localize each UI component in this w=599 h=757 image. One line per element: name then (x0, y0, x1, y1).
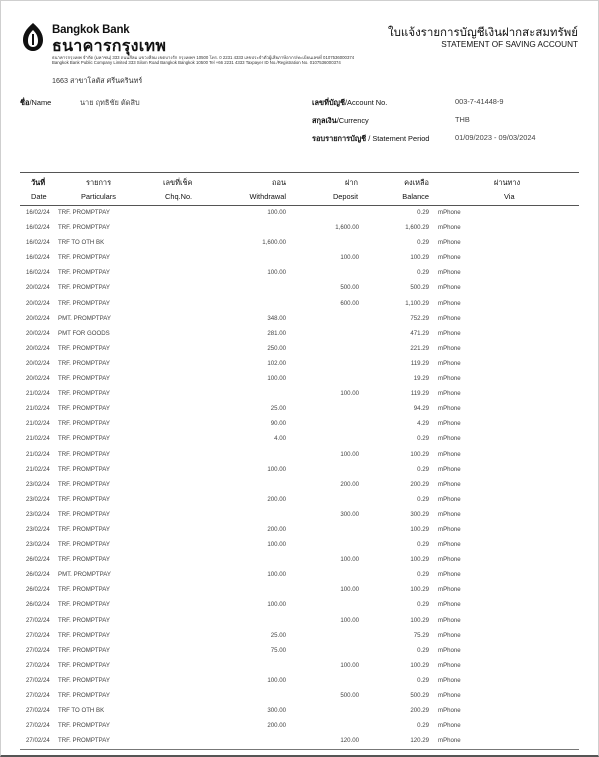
row-deposit: 100.00 (340, 586, 359, 594)
row-via: mPhone (438, 254, 461, 262)
table-row (0, 432, 599, 447)
row-date: 16/02/24 (26, 269, 50, 277)
row-balance: 0.29 (417, 601, 429, 609)
header-deposit-th: ฝาก (345, 178, 358, 187)
row-date: 16/02/24 (26, 209, 50, 216)
header-particulars-th: รายการ (86, 178, 112, 187)
row-date: 27/02/24 (26, 722, 50, 730)
row-balance: 100.29 (410, 556, 429, 564)
header-deposit-en: Deposit (332, 192, 358, 201)
table-row (0, 674, 599, 689)
row-withdrawal: 100.00 (267, 676, 286, 684)
row-via: mPhone (438, 420, 461, 428)
row-deposit: 120.00 (340, 737, 359, 745)
table-row (0, 538, 599, 553)
row-via: mPhone (438, 390, 461, 398)
row-date: 23/02/24 (26, 510, 50, 518)
row-withdrawal: 300.00 (267, 707, 286, 715)
header-date-en: Date (31, 192, 47, 201)
table-row (0, 342, 599, 357)
row-withdrawal: 100.00 (267, 571, 286, 579)
row-balance: 100.29 (410, 586, 429, 594)
row-particulars: TRF. PROMPTPAY (58, 465, 110, 473)
row-balance: 221.29 (410, 344, 429, 352)
table-row (0, 689, 599, 704)
row-particulars: TRF. PROMPTPAY (58, 269, 110, 277)
currency-label: สกุลเงิน/Currency (312, 116, 369, 125)
row-via: mPhone (438, 510, 461, 518)
row-via: mPhone (438, 314, 461, 322)
row-particulars: TRF. PROMPTPAY (58, 661, 110, 669)
row-particulars: TRF. PROMPTPAY (58, 616, 110, 624)
table-row (0, 583, 599, 598)
table-row (0, 236, 599, 251)
row-via: mPhone (438, 405, 461, 413)
table-row (0, 629, 599, 644)
row-withdrawal: 200.00 (267, 525, 286, 533)
table-row (0, 478, 599, 493)
row-via: mPhone (438, 239, 461, 247)
row-withdrawal: 100.00 (267, 269, 286, 277)
row-particulars: TRF. PROMPTPAY (58, 737, 110, 745)
row-particulars: TRF. PROMPTPAY (58, 480, 110, 488)
header-chq-th: เลขที่เช็ค (163, 178, 193, 187)
row-particulars: TRF. PROMPTPAY (58, 646, 110, 654)
row-date: 26/02/24 (26, 556, 50, 564)
header-via-th: ผ่านทาง (494, 178, 521, 187)
statement-title-en: STATEMENT OF SAVING ACCOUNT (441, 40, 578, 49)
row-date: 21/02/24 (26, 450, 50, 458)
row-via: mPhone (438, 269, 461, 277)
row-date: 23/02/24 (26, 541, 50, 549)
bangkok-bank-logo-icon (20, 21, 46, 53)
bank-address-en: Bangkok Bank Public Company Limited 333 Silom Road Bangkok Bangkok 10500 Tel +66 2231 4333 Taxpayer ID No./Registration No. 0107536000374 (52, 60, 341, 65)
row-deposit: 100.00 (340, 616, 359, 624)
row-balance: 0.29 (417, 465, 429, 473)
row-date: 21/02/24 (26, 465, 50, 473)
row-balance: 200.29 (410, 707, 429, 715)
row-withdrawal: 75.00 (270, 646, 286, 654)
row-via: mPhone (438, 525, 461, 533)
row-via: mPhone (438, 450, 461, 458)
currency-value: THB (455, 115, 470, 124)
row-deposit: 600.00 (340, 299, 359, 307)
bank-address-th: ธนาคารกรุงเทพ จำกัด (มหาชน) 333 ถนนสีลม แขวงสีลม เขตบางรัก กรุงเทพฯ 10500 โทร. 0 2231 4333 เลขประจำตัวผู้เสียภาษีอากร/ทะเบียนเลขที่ 0107536000374 (52, 55, 355, 60)
row-via: mPhone (438, 541, 461, 549)
header-withdrawal-en: Withdrawal (249, 192, 286, 201)
row-balance: 500.29 (410, 692, 429, 699)
row-date: 16/02/24 (26, 239, 50, 247)
row-withdrawal: 281.00 (267, 329, 286, 337)
row-balance: 0.29 (417, 541, 429, 549)
row-particulars: TRF TO OTH BK (58, 707, 105, 715)
row-particulars: TRF. PROMPTPAY (58, 631, 110, 639)
row-balance: 0.29 (417, 435, 429, 443)
row-deposit: 100.00 (340, 390, 359, 398)
row-particulars: TRF. PROMPTPAY (58, 420, 110, 428)
row-date: 23/02/24 (26, 480, 50, 488)
row-withdrawal: 100.00 (267, 209, 286, 216)
row-deposit: 100.00 (340, 254, 359, 262)
row-date: 20/02/24 (26, 375, 50, 383)
row-date: 23/02/24 (26, 495, 50, 503)
table-row (0, 402, 599, 417)
row-via: mPhone (438, 661, 461, 669)
table-row (0, 719, 599, 734)
row-balance: 1,600.29 (405, 224, 429, 232)
table-bottom-rule (20, 749, 579, 750)
row-balance: 0.29 (417, 571, 429, 579)
row-date: 26/02/24 (26, 571, 50, 579)
bank-name-th: ธนาคารกรุงเทพ (52, 38, 167, 55)
statement-title-th: ใบแจ้งรายการบัญชีเงินฝากสะสมทรัพย์ (388, 27, 578, 39)
row-particulars: TRF. PROMPTPAY (58, 435, 110, 443)
table-row (0, 508, 599, 523)
row-withdrawal: 250.00 (267, 344, 286, 352)
row-particulars: TRF. PROMPTPAY (58, 254, 110, 262)
row-date: 27/02/24 (26, 707, 50, 715)
row-date: 26/02/24 (26, 601, 50, 609)
row-via: mPhone (438, 435, 461, 443)
row-balance: 4.29 (417, 420, 429, 428)
row-balance: 100.29 (410, 525, 429, 533)
row-withdrawal: 100.00 (267, 541, 286, 549)
statement-period: 01/09/2023 - 09/03/2024 (455, 133, 536, 142)
table-top-rule (20, 172, 579, 173)
table-row (0, 206, 599, 221)
header-chq-en: Chq.No. (165, 192, 193, 201)
row-via: mPhone (438, 707, 461, 715)
table-row (0, 297, 599, 312)
row-deposit: 1,600.00 (335, 224, 359, 232)
row-via: mPhone (438, 556, 461, 564)
row-deposit: 300.00 (340, 510, 359, 518)
row-via: mPhone (438, 465, 461, 473)
row-particulars: TRF. PROMPTPAY (58, 224, 110, 232)
row-balance: 500.29 (410, 284, 429, 292)
row-withdrawal: 1,600.00 (262, 239, 286, 247)
row-date: 27/02/24 (26, 616, 50, 624)
row-date: 16/02/24 (26, 254, 50, 262)
row-via: mPhone (438, 692, 461, 699)
row-balance: 19.29 (413, 375, 429, 383)
row-balance: 120.29 (410, 737, 429, 745)
row-particulars: TRF. PROMPTPAY (58, 495, 110, 503)
row-balance: 0.29 (417, 676, 429, 684)
header-withdrawal-th: ถอน (272, 178, 286, 187)
row-date: 20/02/24 (26, 329, 50, 337)
row-particulars: TRF. PROMPTPAY (58, 556, 110, 564)
row-withdrawal: 200.00 (267, 495, 286, 503)
header-balance-en: Balance (402, 192, 429, 201)
account-number-label: เลขที่บัญชี/Account No. (312, 98, 388, 107)
row-particulars: TRF. PROMPTPAY (58, 359, 110, 367)
row-particulars: TRF. PROMPTPAY (58, 375, 110, 383)
row-balance: 1,100.29 (405, 299, 429, 307)
row-via: mPhone (438, 616, 461, 624)
table-row (0, 312, 599, 327)
header-date-th: วันที่ (31, 178, 46, 187)
row-date: 27/02/24 (26, 676, 50, 684)
row-balance: 0.29 (417, 722, 429, 730)
row-particulars: TRF. PROMPTPAY (58, 284, 110, 292)
row-date: 20/02/24 (26, 359, 50, 367)
transaction-list (0, 206, 599, 749)
row-via: mPhone (438, 209, 461, 216)
row-particulars: PMT. PROMPTPAY (58, 314, 111, 322)
row-balance: 100.29 (410, 661, 429, 669)
table-row (0, 614, 599, 629)
row-date: 23/02/24 (26, 525, 50, 533)
row-particulars: TRF. PROMPTPAY (58, 405, 110, 413)
table-row (0, 281, 599, 296)
row-withdrawal: 100.00 (267, 601, 286, 609)
row-via: mPhone (438, 586, 461, 594)
header-particulars-en: Particulars (81, 192, 116, 201)
row-withdrawal: 348.00 (267, 314, 286, 322)
statement-period-label: รอบรายการบัญชี / Statement Period (312, 134, 430, 143)
row-withdrawal: 100.00 (267, 465, 286, 473)
row-particulars: TRF. PROMPTPAY (58, 692, 110, 699)
row-deposit: 500.00 (340, 692, 359, 699)
row-particulars: TRF. PROMPTPAY (58, 450, 110, 458)
row-particulars: TRF. PROMPTPAY (58, 510, 110, 518)
row-via: mPhone (438, 329, 461, 337)
table-row (0, 251, 599, 266)
bank-name-en: Bangkok Bank (52, 24, 130, 36)
row-via: mPhone (438, 299, 461, 307)
row-balance: 0.29 (417, 495, 429, 503)
table-row (0, 448, 599, 463)
row-via: mPhone (438, 676, 461, 684)
row-date: 20/02/24 (26, 299, 50, 307)
table-row (0, 734, 599, 749)
row-balance: 100.29 (410, 450, 429, 458)
row-deposit: 100.00 (340, 556, 359, 564)
row-particulars: TRF TO OTH BK (58, 239, 105, 247)
row-date: 27/02/24 (26, 692, 50, 699)
row-via: mPhone (438, 631, 461, 639)
table-row (0, 553, 599, 568)
row-particulars: TRF. PROMPTPAY (58, 390, 110, 398)
row-date: 21/02/24 (26, 420, 50, 428)
row-via: mPhone (438, 284, 461, 292)
row-deposit: 100.00 (340, 450, 359, 458)
row-withdrawal: 102.00 (267, 359, 286, 367)
row-via: mPhone (438, 224, 461, 232)
row-date: 27/02/24 (26, 661, 50, 669)
table-row (0, 598, 599, 613)
row-withdrawal: 100.00 (267, 375, 286, 383)
table-row (0, 417, 599, 432)
table-row (0, 659, 599, 674)
row-via: mPhone (438, 601, 461, 609)
header-balance-th: คงเหลือ (404, 178, 429, 187)
table-row (0, 357, 599, 372)
row-particulars: TRF. PROMPTPAY (58, 676, 110, 684)
row-balance: 75.29 (413, 631, 429, 639)
row-via: mPhone (438, 571, 461, 579)
row-withdrawal: 25.00 (270, 631, 286, 639)
row-date: 20/02/24 (26, 344, 50, 352)
row-date: 27/02/24 (26, 737, 50, 745)
row-particulars: TRF. PROMPTPAY (58, 209, 110, 216)
row-particulars: TRF. PROMPTPAY (58, 541, 110, 549)
row-balance: 300.29 (410, 510, 429, 518)
row-date: 21/02/24 (26, 435, 50, 443)
row-particulars: TRF. PROMPTPAY (58, 586, 110, 594)
table-row (0, 327, 599, 342)
row-date: 27/02/24 (26, 646, 50, 654)
row-balance: 0.29 (417, 239, 429, 247)
table-row (0, 704, 599, 719)
row-balance: 100.29 (410, 616, 429, 624)
row-via: mPhone (438, 480, 461, 488)
row-date: 21/02/24 (26, 390, 50, 398)
table-row (0, 644, 599, 659)
row-deposit: 500.00 (340, 284, 359, 292)
row-balance: 752.29 (410, 314, 429, 322)
row-particulars: TRF. PROMPTPAY (58, 525, 110, 533)
row-balance: 200.29 (410, 480, 429, 488)
row-via: mPhone (438, 722, 461, 730)
row-withdrawal: 4.00 (274, 435, 286, 443)
row-date: 21/02/24 (26, 405, 50, 413)
row-particulars: PMT FOR GOODS (58, 329, 110, 337)
account-holder-name: นาย ฤทธิชัย ตัดสิบ (80, 98, 140, 107)
table-row (0, 387, 599, 402)
row-particulars: TRF. PROMPTPAY (58, 299, 110, 307)
table-row (0, 493, 599, 508)
row-withdrawal: 90.00 (270, 420, 286, 428)
table-row (0, 266, 599, 281)
row-particulars: TRF. PROMPTPAY (58, 722, 110, 730)
row-particulars: PMT. PROMPTPAY (58, 571, 111, 579)
row-via: mPhone (438, 359, 461, 367)
row-via: mPhone (438, 495, 461, 503)
row-withdrawal: 200.00 (267, 722, 286, 730)
row-balance: 0.29 (417, 269, 429, 277)
row-via: mPhone (438, 737, 461, 745)
row-date: 16/02/24 (26, 224, 50, 232)
table-row (0, 221, 599, 236)
row-withdrawal: 25.00 (270, 405, 286, 413)
header-via-en: Via (504, 192, 515, 201)
row-deposit: 200.00 (340, 480, 359, 488)
row-balance: 94.29 (413, 405, 429, 413)
row-deposit: 100.00 (340, 661, 359, 669)
row-date: 26/02/24 (26, 586, 50, 594)
table-row (0, 523, 599, 538)
row-balance: 0.29 (417, 646, 429, 654)
row-date: 27/02/24 (26, 631, 50, 639)
name-label: ชื่อ/Name (20, 98, 52, 107)
row-via: mPhone (438, 646, 461, 654)
row-date: 20/02/24 (26, 284, 50, 292)
row-particulars: TRF. PROMPTPAY (58, 344, 110, 352)
table-row (0, 372, 599, 387)
row-date: 20/02/24 (26, 314, 50, 322)
branch-name: 1663 สาขาโลตัส ศรีนครินทร์ (52, 76, 143, 85)
row-balance: 119.29 (410, 359, 429, 367)
table-row (0, 568, 599, 583)
account-number: 003-7-41448-9 (455, 97, 504, 106)
row-particulars: TRF. PROMPTPAY (58, 601, 110, 609)
table-row (0, 463, 599, 478)
row-balance: 119.29 (410, 390, 429, 398)
row-balance: 0.29 (417, 209, 429, 216)
row-via: mPhone (438, 375, 461, 383)
row-via: mPhone (438, 344, 461, 352)
row-balance: 100.29 (410, 254, 429, 262)
row-balance: 471.29 (410, 329, 429, 337)
